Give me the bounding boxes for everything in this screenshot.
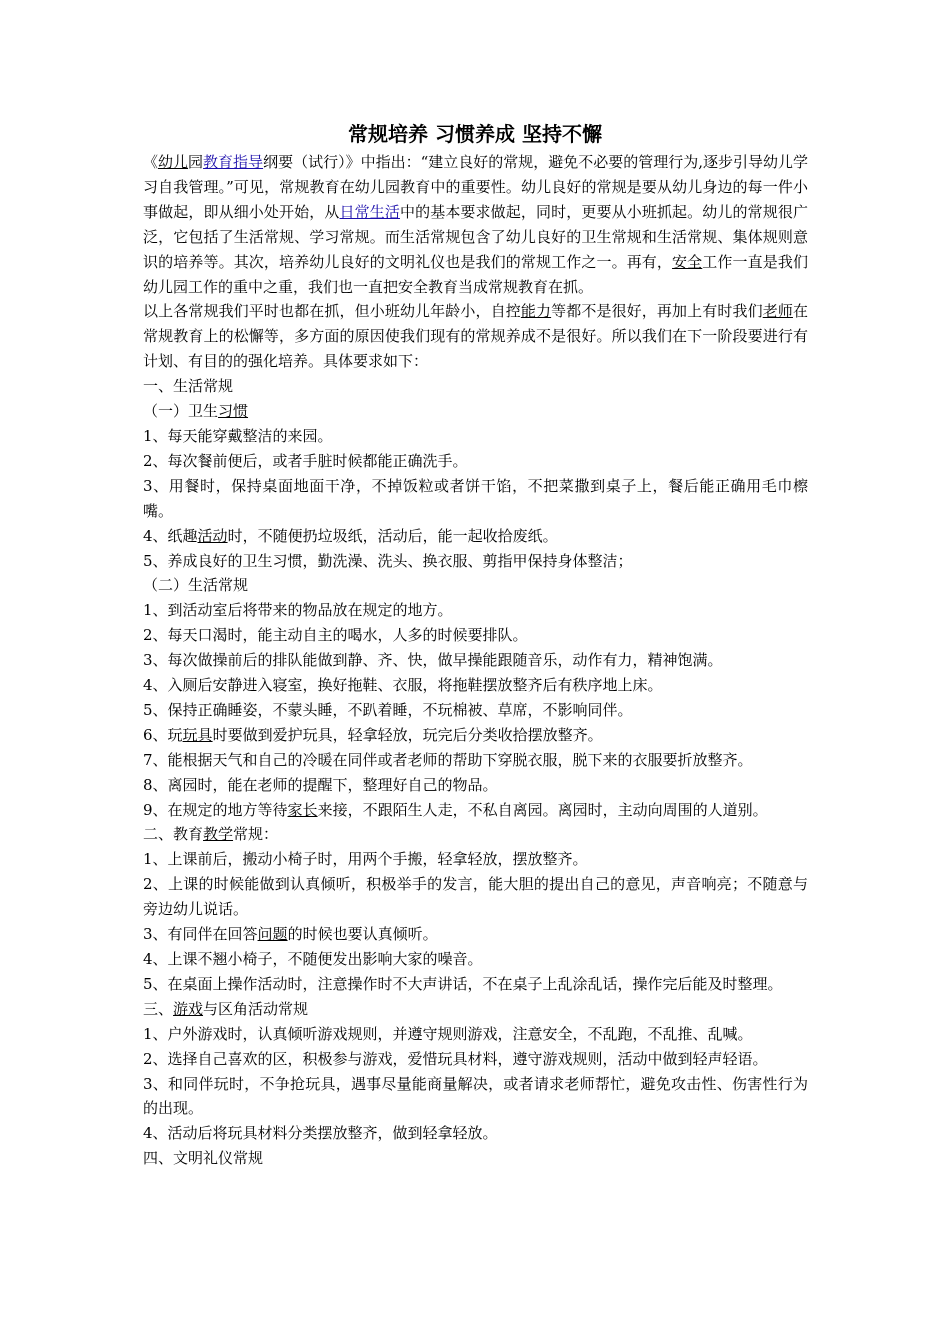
link-anquan[interactable]: 安全 (672, 252, 703, 271)
item-text: 来接，不跟陌生人走，不私自离园。离园时，主动向周围的人道别。 (317, 800, 768, 819)
list-item (143, 798, 808, 823)
list-item: 3、和同伴玩时，不争抢玩具，遇事尽量能商量解决，或者请求老师帮忙，避免攻击性、伤害性行为的出现。 (143, 1074, 808, 1118)
list-item: 3、用餐时，保持桌面地面干净，不掉饭粒或者饼干馅，不把菜撒到桌子上，餐后能正确用毛巾檫嘴。 (143, 476, 808, 520)
section-text: 与区角活动常规 (203, 999, 309, 1018)
section-text: 二、教育 (143, 825, 204, 844)
list-item: 4、上课不翘小椅子，不随便发出影响大家的噪音。 (143, 950, 483, 968)
item-text: 时要做到爱护玩具，轻拿轻放，玩完后分类收拾摆放整齐。 (212, 725, 603, 744)
link-jiaoyu-zhidao[interactable]: 教育指导 (203, 153, 264, 171)
list-item: 1、每天能穿戴整洁的来园。 (143, 426, 333, 445)
item-text: 9、在规定的地方等待 (143, 800, 288, 819)
section-text: 三、 (143, 999, 174, 1018)
item-text: 的时候也要认真倾听。 (287, 925, 438, 944)
list-item: 5、在桌面上操作活动时，注意操作时不大声讲话，不在桌子上乱涂乱话，操作完后能及时整理。 (143, 974, 783, 993)
para2-text: 等都不是很好，再加上有时我们 (551, 302, 763, 321)
link-jiazhang[interactable]: 家长 (287, 800, 318, 819)
section-heading (143, 822, 808, 847)
link-youxi[interactable]: 游戏 (173, 999, 204, 1018)
list-item: 2、选择自己喜欢的区，积极参与游戏，爱惜玩具材料，遵守游戏规则，活动中做到轻声轻语。 (143, 1049, 768, 1068)
para2-text: 在常规教育上的松懈等，多方面的原因使我们现有的常规养成不是很好。所以我们在下一阶段要进行有计划、有目的的强化培养。具体要求如下： (143, 302, 808, 371)
link-wanju[interactable]: 玩具 (182, 725, 213, 744)
list-item: 7、能根据天气和自己的冷暖在同伴或者老师的帮助下穿脱衣服，脱下来的衣服要折放整齐。 (143, 750, 753, 769)
link-youer[interactable]: 幼儿 (158, 153, 189, 171)
list-item: 1、到活动室后将带来的物品放在规定的地方。 (143, 601, 453, 620)
section-heading: 一、生活常规 (143, 377, 234, 396)
item-text: 4、纸趣 (143, 526, 198, 545)
document-body (143, 150, 808, 1171)
link-jiaoxue[interactable]: 教学 (203, 825, 234, 844)
intro-text: 工作一直是我们幼儿园工作的重中之重，我们也一直把安全教育当成常规教育在抓。 (143, 252, 808, 296)
subsection-heading: （二）生活常规 (143, 576, 249, 595)
intro-text: 纲要（试行）》中指出：“建立良好的常规，避免不必要的管理行为,逐步引导幼儿学习自我管理。”可见，常规教育在幼儿园教育中的重要性。幼儿良好的常规是要从幼儿身边的每一件小事做起，即从细小处开始，从 (143, 153, 809, 221)
section-text: 常规： (233, 825, 279, 844)
subsection-heading (143, 399, 808, 424)
item-text: 时，不随便扔垃圾纸，活动后，能一起收拾废纸。 (227, 526, 558, 545)
link-xiguan[interactable]: 习惯 (218, 402, 249, 421)
intro-text: 《 (143, 153, 159, 171)
list-item: 1、户外游戏时，认真倾听游戏规则，并遵守规则游戏，注意安全，不乱跑，不乱推、乱喊。 (143, 1024, 753, 1043)
list-item: 2、每次餐前便后，或者手脏时候都能正确洗手。 (143, 451, 468, 470)
section-heading: 四、文明礼仪常规 (143, 1149, 264, 1168)
link-wenti[interactable]: 问题 (257, 925, 288, 944)
list-item: 2、每天口渴时，能主动自主的喝水，人多的时候要排队。 (143, 626, 528, 645)
list-item: 1、上课前后，搬动小椅子时，用两个手搬，轻拿轻放，摆放整齐。 (143, 850, 588, 869)
para2-text: 以上各常规我们平时也都在抓，但小班幼儿年龄小，自控 (143, 302, 521, 321)
intro-text: 园 (188, 153, 204, 171)
list-item (143, 922, 808, 947)
list-item: 2、上课的时候能做到认真倾听，积极举手的发言，能大胆的提出自己的意见，声音响亮；不随意与旁边幼儿说话。 (143, 875, 808, 919)
list-item (143, 524, 808, 549)
link-laoshi[interactable]: 老师 (762, 302, 793, 321)
para2 (143, 299, 808, 374)
list-item: 4、入厕后安静进入寝室，换好拖鞋、衣服，将拖鞋摆放整齐后有秩序地上床。 (143, 676, 663, 695)
list-item: 3、每次做操前后的排队能做到静、齐、快，做早操能跟随音乐，动作有力，精神饱满。 (143, 651, 723, 670)
list-item: 5、保持正确睡姿，不蒙头睡，不趴着睡，不玩棉被、草席，不影响同伴。 (143, 700, 633, 719)
item-text: 6、玩 (143, 725, 183, 744)
intro-text: 中的基本要求做起，同时，更要从小班抓起。幼儿的常规很广泛，它包括了生活常规、学习常规。而生活常规包含了幼儿良好的卫生常规和生活常规、集体规则意识的培养等。其次，培养幼儿良好的文明礼仪也是我们的常规工作之一。再有， (143, 202, 808, 271)
subsection-text: （一）卫生 (143, 402, 219, 421)
item-text: 3、有同伴在回答 (143, 925, 258, 944)
document-title: 常规培养 习惯养成 坚持不懈 (348, 122, 602, 146)
list-item: 4、活动后将玩具材料分类摆放整齐，做到轻拿轻放。 (143, 1124, 498, 1143)
list-item: 5、养成良好的卫生习惯，勤洗澡、洗头、换衣服、剪指甲保持身体整洁； (143, 551, 633, 570)
section-heading (143, 997, 808, 1022)
link-nengli[interactable]: 能力 (520, 302, 552, 321)
list-item: 8、离园时，能在老师的提醒下，整理好自己的物品。 (143, 775, 498, 794)
link-richang-shenghuo[interactable]: 日常生活 (339, 202, 400, 221)
list-item (143, 723, 808, 748)
link-huodong[interactable]: 活动 (197, 526, 228, 545)
intro-paragraph (143, 150, 808, 299)
